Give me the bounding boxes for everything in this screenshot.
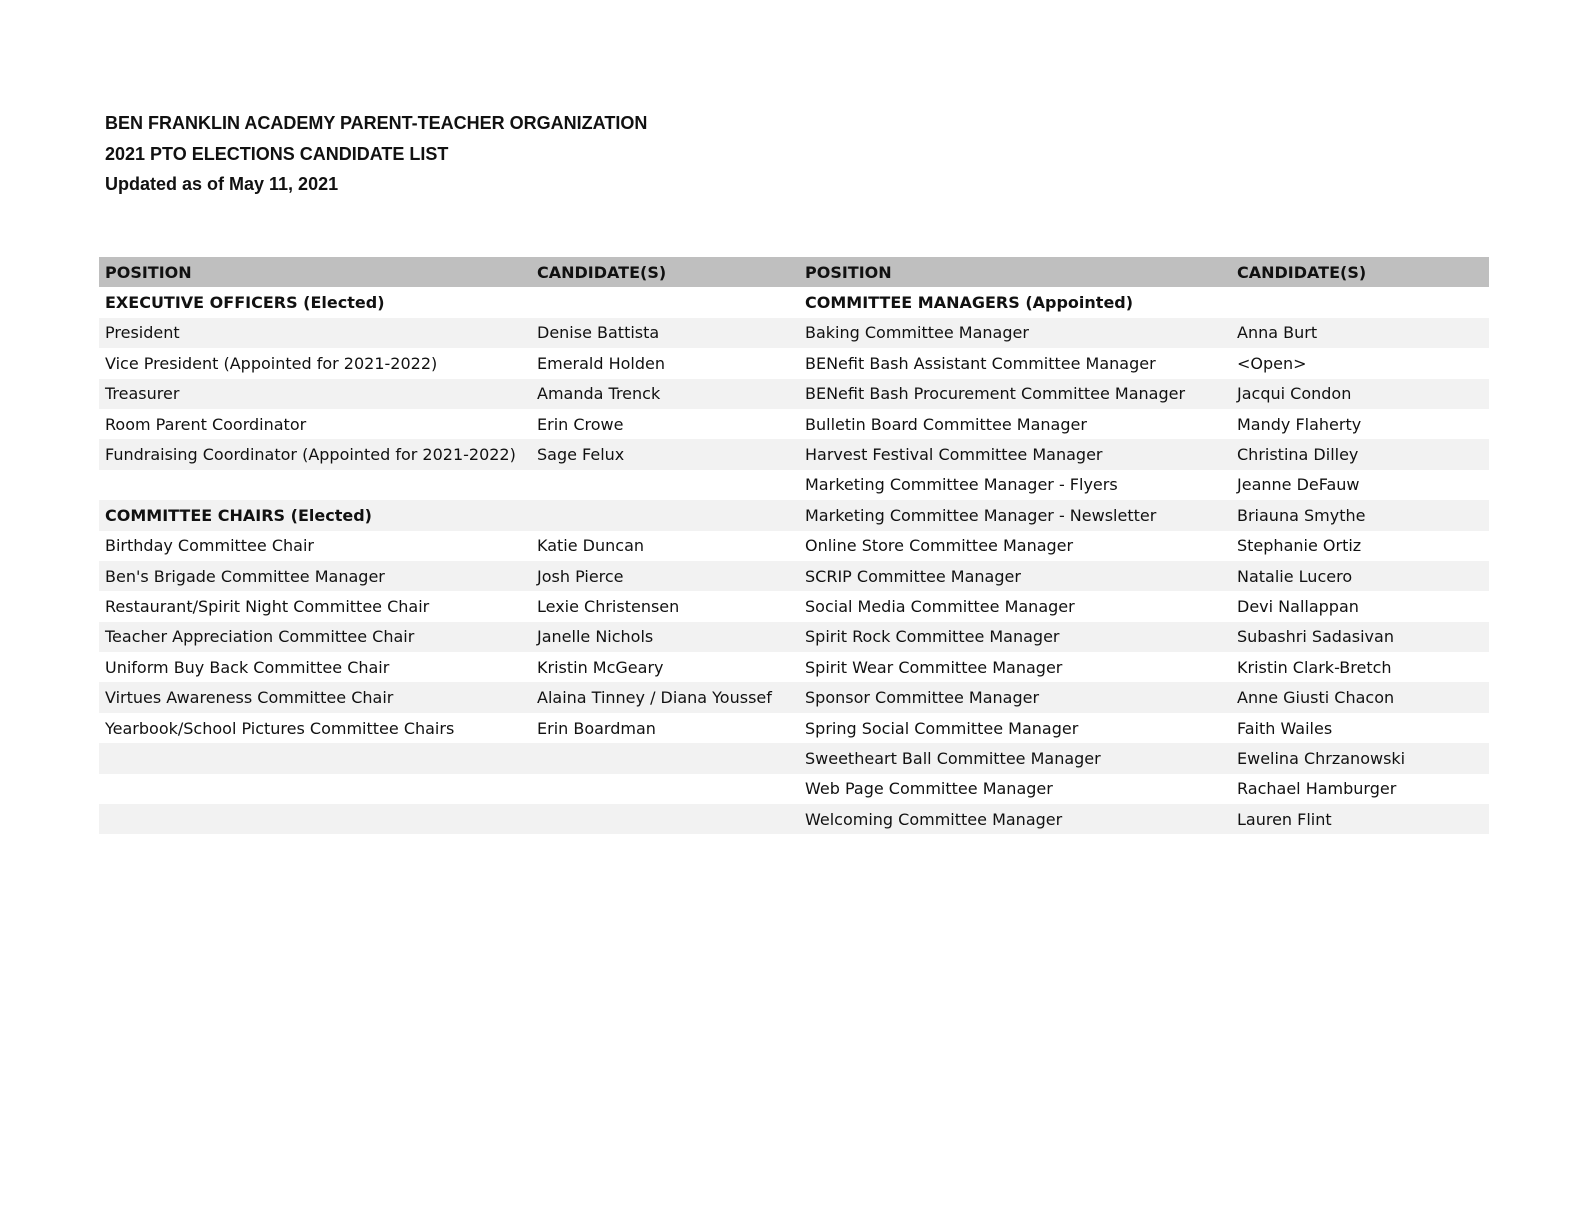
candidate-cell: Emerald Holden <box>537 353 666 373</box>
position-cell: Birthday Committee Chair <box>105 536 314 556</box>
candidate-cell: Denise Battista <box>537 323 660 343</box>
updated-date: Updated as of May 11, 2021 <box>105 174 339 194</box>
section-heading-committee-managers: COMMITTEE MANAGERS (Appointed) <box>805 293 1134 313</box>
candidate-cell: Erin Crowe <box>537 414 624 434</box>
position-cell: Sponsor Committee Manager <box>805 688 1040 708</box>
position-cell: Spirit Rock Committee Manager <box>805 627 1060 647</box>
list-title: 2021 PTO ELECTIONS CANDIDATE LIST <box>105 143 449 164</box>
position-cell: Welcoming Committee Manager <box>805 809 1063 829</box>
table-row <box>99 743 1489 773</box>
column-header-candidates: CANDIDATE(S) <box>537 262 667 282</box>
position-cell: Yearbook/School Pictures Committee Chairs <box>105 718 455 738</box>
candidate-cell: Subashri Sadasivan <box>1237 627 1394 647</box>
table-row <box>99 318 1489 348</box>
table-row <box>99 652 1489 682</box>
table-row <box>99 379 1489 409</box>
table-row <box>99 713 1489 743</box>
document-header <box>105 108 647 200</box>
column-header-candidates: CANDIDATE(S) <box>1237 262 1367 282</box>
candidate-cell: <Open> <box>1237 353 1307 373</box>
candidate-table <box>99 257 1489 834</box>
candidate-cell: Faith Wailes <box>1237 718 1333 738</box>
table-row <box>99 774 1489 804</box>
position-cell: Social Media Committee Manager <box>805 596 1075 616</box>
candidate-cell: Anne Giusti Chacon <box>1237 688 1395 708</box>
table-row <box>99 804 1489 834</box>
table-row <box>99 348 1489 378</box>
candidate-cell: Kristin Clark-Bretch <box>1237 657 1392 677</box>
column-header-position: POSITION <box>805 262 892 282</box>
position-cell: Treasurer <box>105 384 180 404</box>
candidate-cell: Lexie Christensen <box>537 596 680 616</box>
table-row <box>99 470 1489 500</box>
table-row <box>99 561 1489 591</box>
candidate-cell: Devi Nallappan <box>1237 596 1359 616</box>
table-row <box>99 439 1489 469</box>
candidate-cell: Stephanie Ortiz <box>1237 536 1362 556</box>
section-heading-committee-chairs: COMMITTEE CHAIRS (Elected) <box>105 505 372 525</box>
candidate-cell: Lauren Flint <box>1237 809 1332 829</box>
position-cell: Vice President (Appointed for 2021-2022) <box>105 353 438 373</box>
table-row <box>99 500 1489 530</box>
candidate-cell: Natalie Lucero <box>1237 566 1353 586</box>
position-cell: Bulletin Board Committee Manager <box>805 414 1087 434</box>
candidate-cell: Janelle Nichols <box>537 627 654 647</box>
position-cell: Room Parent Coordinator <box>105 414 307 434</box>
position-cell: President <box>105 323 180 343</box>
position-cell: Marketing Committee Manager - Flyers <box>805 475 1118 495</box>
position-cell: Marketing Committee Manager - Newsletter <box>805 505 1157 525</box>
position-cell: Harvest Festival Committee Manager <box>805 445 1103 465</box>
candidate-cell: Amanda Trenck <box>537 384 661 404</box>
candidate-cell: Briauna Smythe <box>1237 505 1366 525</box>
position-cell: BENefit Bash Assistant Committee Manager <box>805 353 1156 373</box>
table-row <box>99 531 1489 561</box>
table-row <box>99 287 1489 317</box>
column-header-position: POSITION <box>105 262 192 282</box>
table-row <box>99 622 1489 652</box>
table-row <box>99 682 1489 712</box>
position-cell: Ben's Brigade Committee Manager <box>105 566 385 586</box>
organization-title: BEN FRANKLIN ACADEMY PARENT-TEACHER ORGANIZATION <box>105 113 648 133</box>
position-cell: Sweetheart Ball Committee Manager <box>805 748 1101 768</box>
position-cell: Spirit Wear Committee Manager <box>805 657 1063 677</box>
candidate-cell: Josh Pierce <box>537 566 624 586</box>
table-row <box>99 409 1489 439</box>
candidate-cell: Christina Dilley <box>1237 445 1359 465</box>
candidate-cell: Katie Duncan <box>537 536 645 556</box>
position-cell: Fundraising Coordinator (Appointed for 2021-2022) <box>105 445 516 465</box>
candidate-cell: Jeanne DeFauw <box>1237 475 1360 495</box>
candidate-cell: Mandy Flaherty <box>1237 414 1362 434</box>
candidate-cell: Alaina Tinney / Diana Youssef <box>537 688 772 708</box>
candidate-cell: Ewelina Chrzanowski <box>1237 748 1406 768</box>
candidate-cell: Jacqui Condon <box>1237 384 1352 404</box>
candidate-cell: Anna Burt <box>1237 323 1318 343</box>
table-header-row <box>99 257 1489 287</box>
candidate-cell: Rachael Hamburger <box>1237 779 1397 799</box>
position-cell: SCRIP Committee Manager <box>805 566 1021 586</box>
position-cell: Spring Social Committee Manager <box>805 718 1079 738</box>
candidate-cell: Erin Boardman <box>537 718 656 738</box>
position-cell: Online Store Committee Manager <box>805 536 1074 556</box>
position-cell: Baking Committee Manager <box>805 323 1029 343</box>
table-row <box>99 591 1489 621</box>
position-cell: Teacher Appreciation Committee Chair <box>105 627 415 647</box>
position-cell: Virtues Awareness Committee Chair <box>105 688 394 708</box>
position-cell: Web Page Committee Manager <box>805 779 1053 799</box>
section-heading-executive-officers: EXECUTIVE OFFICERS (Elected) <box>105 293 385 313</box>
position-cell: BENefit Bash Procurement Committee Manager <box>805 384 1186 404</box>
position-cell: Restaurant/Spirit Night Committee Chair <box>105 596 430 616</box>
candidate-cell: Sage Felux <box>537 445 625 465</box>
position-cell: Uniform Buy Back Committee Chair <box>105 657 390 677</box>
candidate-cell: Kristin McGeary <box>537 657 664 677</box>
